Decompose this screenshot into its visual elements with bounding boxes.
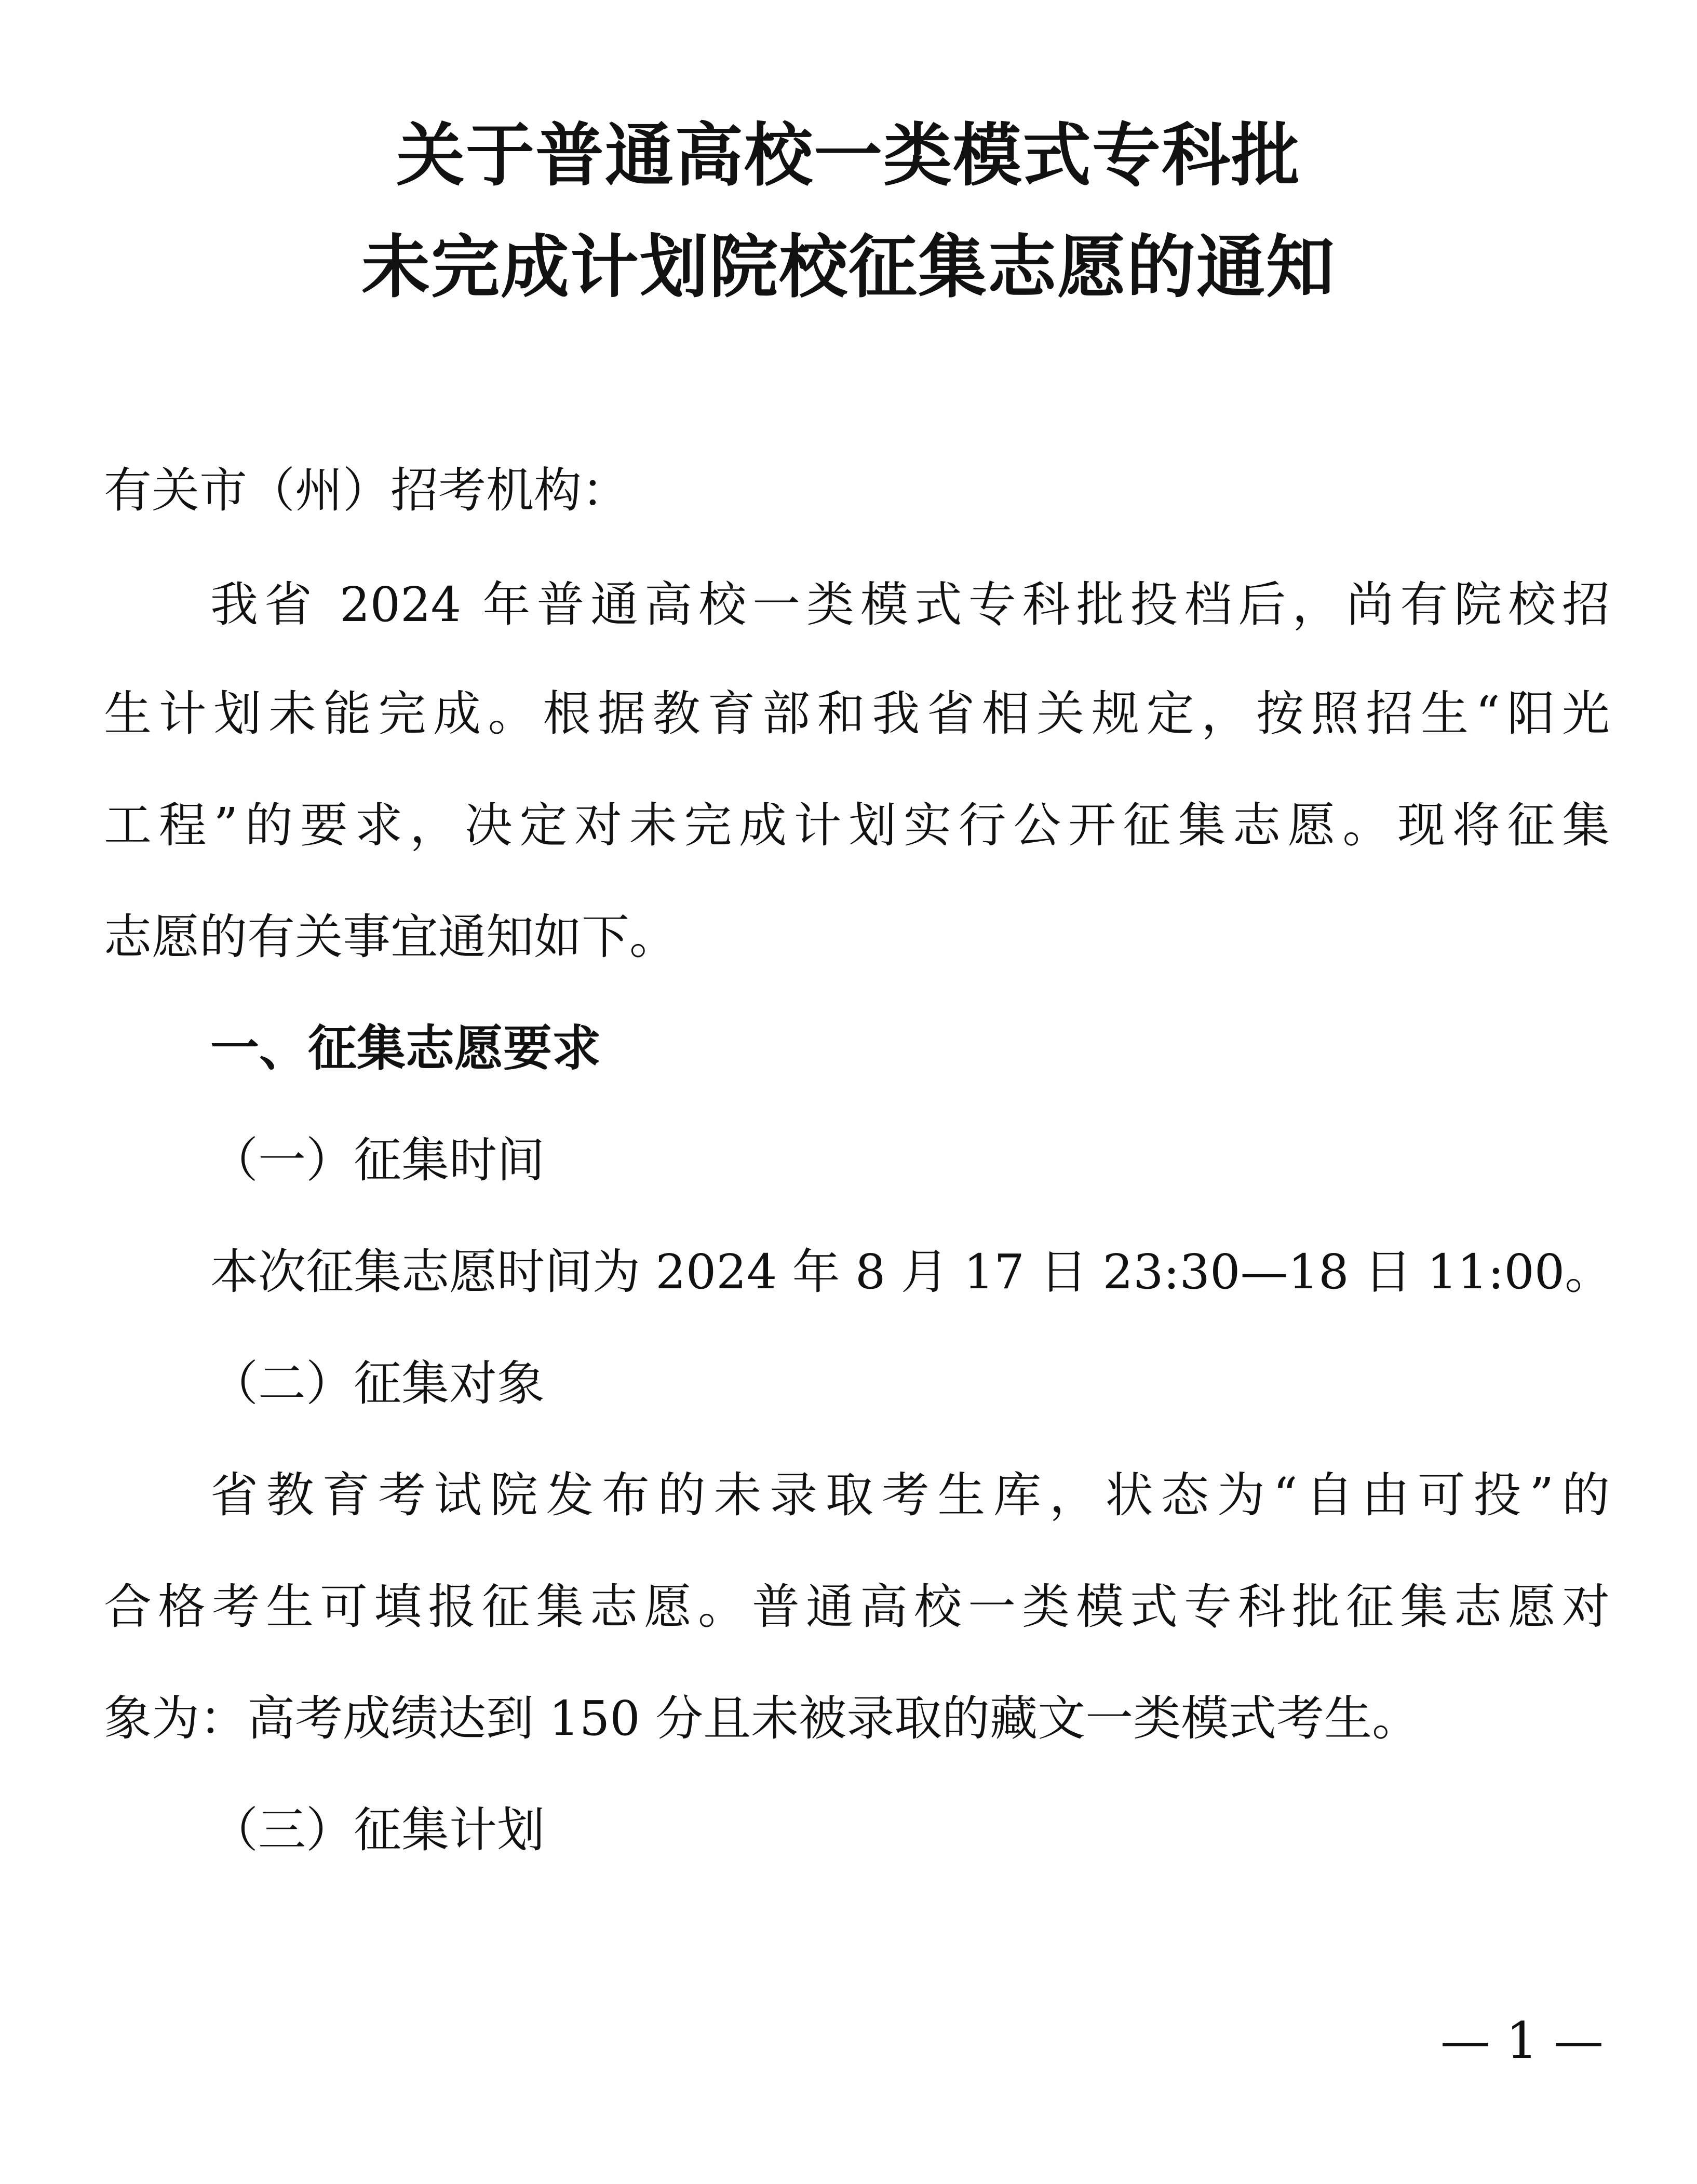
intro-paragraph-line-3: 工程”的要求，决定对未完成计划实行公开征集志愿。现将征集	[104, 798, 1610, 853]
collection-time-text: 本次征集志愿时间为 2024 年 8 月 17 日 23:30—18 日 11:00。	[210, 1244, 1613, 1300]
subsection-heading-target: （二）征集对象	[210, 1356, 545, 1411]
page-number: — 1 —	[1440, 2012, 1604, 2070]
document-title-line-1: 关于普通高校一类模式专科批	[396, 116, 1301, 196]
subsection-heading-time: （一）征集时间	[210, 1133, 545, 1188]
salutation: 有关市（州）招考机构：	[104, 463, 630, 518]
intro-paragraph-line-4: 志愿的有关事宜通知如下。	[104, 909, 678, 965]
document-title-line-2: 未完成计划院校征集志愿的通知	[361, 227, 1336, 307]
intro-paragraph-line-1: 我省 2024 年普通高校一类模式专科批投档后，尚有院校招	[210, 577, 1610, 632]
section-heading-1: 一、征集志愿要求	[210, 1020, 601, 1077]
intro-paragraph-line-2: 生计划未能完成。根据教育部和我省相关规定，按照招生“阳光	[104, 686, 1610, 742]
target-paragraph-line-3: 象为：高考成绩达到 150 分且未被录取的藏文一类模式考生。	[104, 1691, 1420, 1746]
subsection-heading-plan: （三）征集计划	[210, 1802, 545, 1858]
target-paragraph-line-1: 省教育考试院发布的未录取考生库，状态为“自由可投”的	[210, 1467, 1610, 1523]
target-paragraph-line-2: 合格考生可填报征集志愿。普通高校一类模式专科批征集志愿对	[104, 1579, 1610, 1635]
